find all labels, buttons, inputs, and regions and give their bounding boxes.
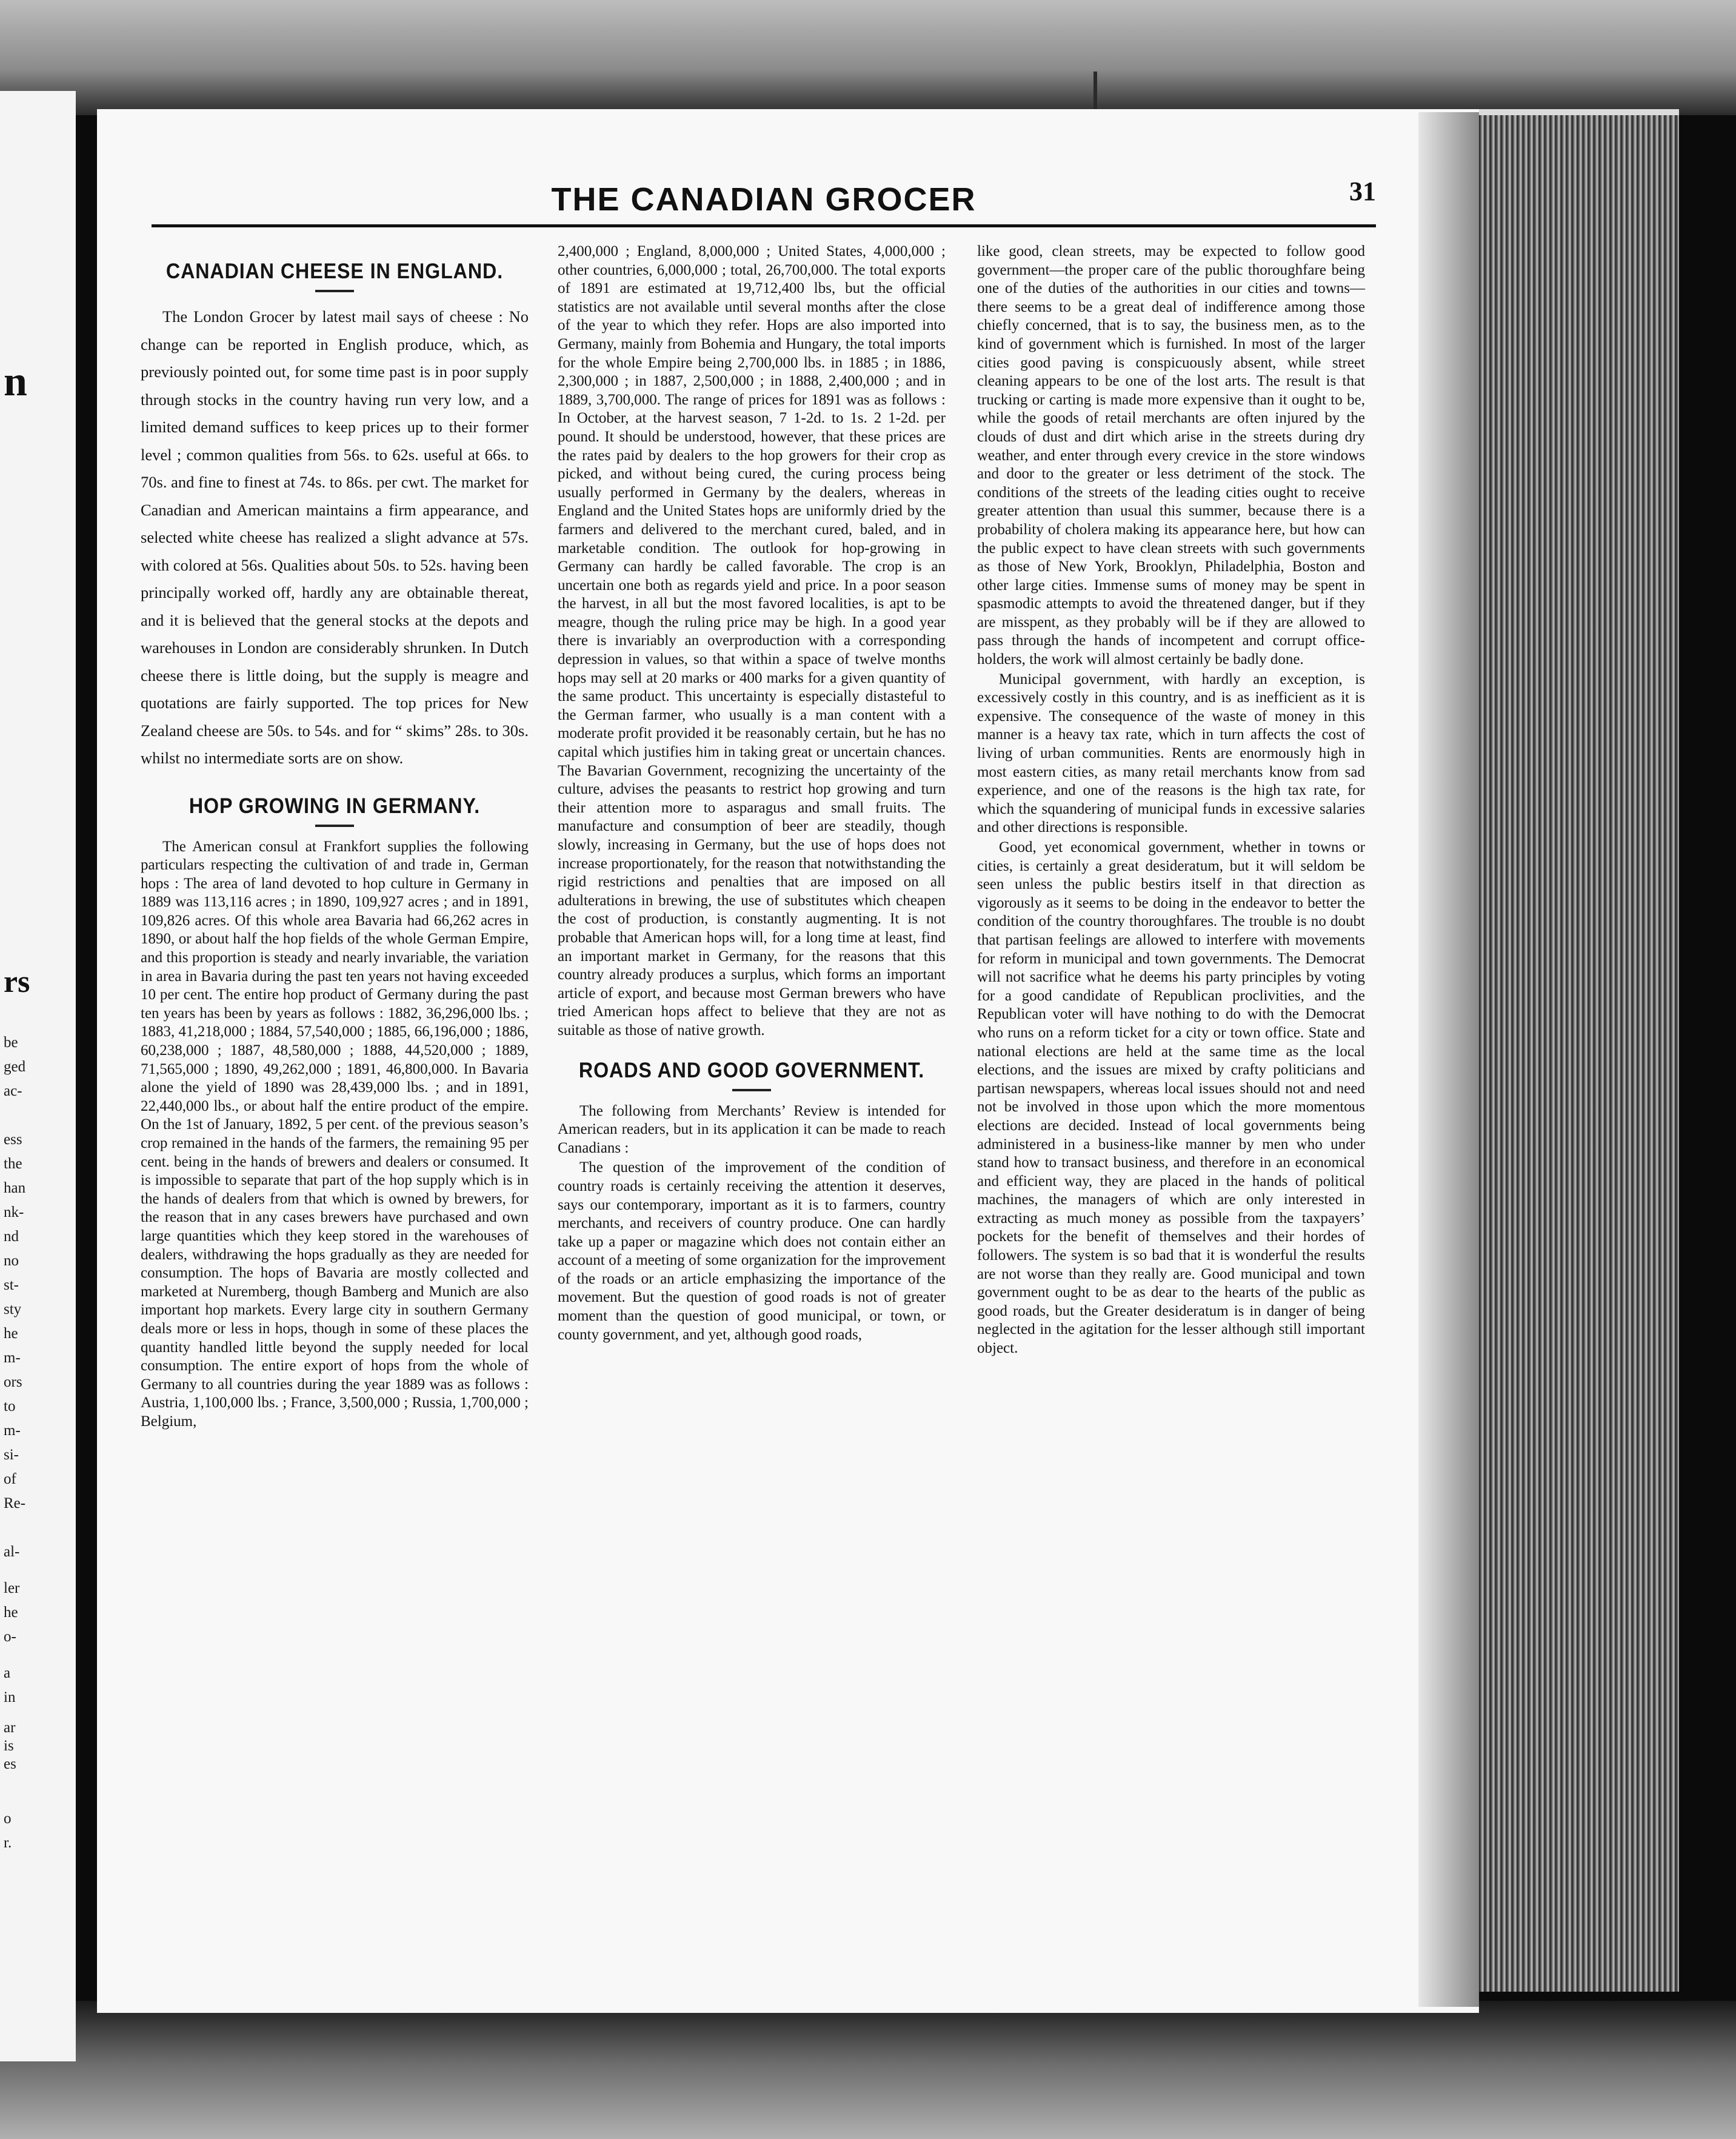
facing-page-glyph: n [4,358,27,405]
facing-page-fragment-text: ess [4,1131,22,1148]
page-header [152,176,1376,224]
facing-page-fragment-text: han [4,1180,26,1196]
heading-rule [732,1089,771,1091]
facing-page-fragment-text: sty [4,1301,22,1317]
facing-page-fragment-text: es [4,1756,16,1772]
facing-page-fragment-text: he [4,1325,18,1342]
article-roads-continued: like good, clean streets, may be expected to follow good government—the proper care of the public thoroughfare being one of the duties of the authorities in our cities and towns—there seems to be a great deal of indifference among those chiefly concerned, that is to say, the business men, as to the kind of government which is furnished. In most of the larger cities good paving is conspicuously absent, while street cleaning appears to be one of the lost arts. The result is that trucking or carting is made more expensive than it ought to be, while the goods of retail merchants are often injured by the clouds of dust and dirt which arise in the streets during dry weather, and enter through every crevice in the store windows and door to the greater or less detriment of the stock. The conditions of the streets of the leading cities ought to receive greater attention than usual this summer, because there is a probability of cholera making its appearance here, but how can the public expect to have clean streets with such governments as those of New York, Brooklyn, Philadelphia, Boston and other large cities. Immense sums of money may be spent in spasmodic attempts to avoid the threatened danger, but if they are misspent, as they probably will be if they are allowed to pass through the hands of incompetent and corrupt office-holders, the work will almost certainly be badly done. [977,243,1365,668]
facing-page-fragment-text: ler [4,1580,20,1596]
article-hops-continued: 2,400,000 ; England, 8,000,000 ; United States, 4,000,000 ; other countries, 6,000,000 ; total, 26,700,000. The total exports of 1891 are estimated at 19,712,400 lbs, but the official statistics are not available until several months after the close of the year to which they refer. Hops are also imported into Germany, mainly from Bohemia and Hungary, the total imports for the whole Empire being 2,700,000 lbs. in 1885 ; in 1886, 2,300,000 ; in 1887, 2,500,000 ; in 1888, 2,400,000 ; and in 1889, 3,700,000. The range of prices for 1891 was as follows : In October, at the harvest season, 7 1-2d. to 1s. 2 1-2d. per pound. It should be understood, however, that these prices are the rates paid by dealers to the hop growers for their crop as picked, and without being cured, the curing process being usually performed in Germany by the dealers, whereas in England and the United States hops are uniformly dried by the farmers and delivered to the merchant cured, baled, and in marketable condition. The outlook for hop-growing in Germany can hardly be called favorable. The crop is an uncertain one both as regards yield and price. In a poor season the harvest, in all but the most favored localities, is apt to be meagre, though the ruling price may be high. In a good year there is invariably an overproduction with a corresponding depression in values, so that within a space of twelve months hops may sell at 20 marks or 400 marks for a given quantity of the same product. This uncertainty is especially distasteful to the German farmer, who usually is a man content with a moderate profit provided it be reasonably certain, but he has no capital which justifies him in taking great or uncertain chances. The Bavarian Government, recognizing the uncertainty of the culture, advises the peasants to restrict hop growing and turn their attention more to asparagus and small fruits. The manufacture and consumption of beer are steadily, though slowly, increasing in Germany, but the use of hops does not increase proportionately, for the reason that notwithstanding the rigid restrictions and penalties that are imposed on all adulterations in brewing, the use of substitutes which cheapen the cost of production, is constantly augmenting. It is not probable that American hops will, for a long time at least, find an important market in Germany, for the reasons that this country already produces a surplus, which forms an important article of export, and because most German brewers who have tried American hops affect to believe that they are not as suitable as those of native growth. [558,243,946,1039]
facing-page-rs: rs [4,965,30,999]
heading-cheese: CANADIAN CHEESE IN ENGLAND. [165,259,504,283]
facing-page-fragment-text: o [4,1810,12,1827]
column-3 [977,243,1365,1359]
page-title: THE CANADIAN GROCER [551,181,977,218]
facing-page-fragment-text: r. [4,1835,12,1851]
facing-page-fragment-text: o- [4,1629,16,1645]
column-1 [141,243,529,1433]
facing-page-fragment-text: st- [4,1277,19,1293]
facing-page-fragment-text: ac- [4,1083,22,1099]
facing-page-fragment-text: in [4,1689,16,1706]
facing-page-fragment-text: a [4,1665,11,1681]
facing-page-fragment-text: ors [4,1374,22,1390]
heading-hops: HOP GROWING IN GERMANY. [189,794,481,818]
heading-rule [315,825,354,827]
facing-page-fragment-text: si- [4,1447,19,1463]
facing-page-fragment-text: of [4,1471,16,1487]
column-2 [558,243,946,1345]
facing-page-fragment-text: m- [4,1350,21,1366]
article-roads-paragraph: Municipal government, with hardly an exception, is excessively costly in this country, and is as inefficient as it is expensive. The consequence of the waste of money in this manner is a heavy tax rate, which in turn affects the cost of living of urban communities. Rents are enormously high in most eastern cities, as many retail merchants know from sad experience, and one of the reasons is the high tax rate, for which the squandering of municipal funds in excessive salaries and other directions is responsible. [977,671,1365,836]
heading-roads: ROADS AND GOOD GOVERNMENT. [578,1058,925,1082]
page-number: 31 [1349,176,1376,206]
header-rule [152,224,1376,227]
facing-page-fragment-text: m- [4,1422,21,1439]
facing-page-fragment-text: ar [4,1719,16,1736]
facing-page-fragment-text: ged [4,1059,26,1075]
facing-page-fragment-text: no [4,1253,19,1269]
article-hops-body: The American consul at Frankfort supplies the following particulars respecting the cultivation of and trade in, German hops : The area of land devoted to hop culture in Germany in 1889 was 113,116 acres ; in 1890, 109,927 acres ; and in 1891, 109,826 acres. Of this whole area Bavaria had 66,262 acres in 1890, or about half the hop fields of the whole German Empire, and this proportion is steady and nearly invariable, the variation in area in Bavaria during the past ten years not having exceeded 10 per cent. The entire hop product of Germany during the past ten years has been by years as follows : 1882, 36,296,000 lbs. ; 1883, 41,218,000 ; 1884, 57,540,000 ; 1885, 66,196,000 ; 1886, 60,238,000 ; 1887, 48,580,000 ; 1888, 44,520,000 ; 1889, 71,565,000 ; 1890, 49,262,000 ; 1891, 46,800,000. In Bavaria alone the yield of 1890 was 28,439,000 lbs. ; and in 1891, 22,440,000 lbs., or about half the entire product of the empire. On the 1st of January, 1892, 5 per cent. of the previous season’s crop remained in the hands of the farmers, the remaining 95 per cent. being in the hands of brewers and dealers or consumed. It is impossible to separate that part of the hop supply which is in the hands of dealers from that which is owned by brewers, for the reason that in any cases brewers have purchased and own large quantities which they keep stored in the warehouses of dealers, withdrawing the hops gradually as they are needed for consumption. The hops of Bavaria are mostly collected and marketed at Nuremberg, though Bamberg and Munich are also important hop markets. Every large city in southern Germany deals more or less in hops, though in some of these places the quantity handled little beyond the supply needed for local consumption. The entire export of hops from the whole of Germany to all countries during the year 1889 was as follows : Austria, 1,100,000 lbs. ; France, 3,500,000 ; Russia, 1,700,000 ; Belgium, [141,838,529,1430]
facing-page-fragment-text: be [4,1034,18,1051]
book-page-edges [1479,115,1679,1992]
facing-page-fragment-text: he [4,1604,18,1621]
scan-background-bottom [0,2001,1736,2139]
facing-page-fragment-text: nk- [4,1204,24,1220]
facing-page-fragment-text: the [4,1156,22,1172]
article-roads-body: The question of the improvement of the condition of country roads is certainly receiving the attention it deserves, says our contemporary, important as it is to farmers, country merchants, and receivers of country produce. One can hardly take up a paper or magazine which does not contain either an account of a meeting of some organization for the improvement of the roads or an article emphasizing the importance of the movement. But the question of good roads is not of greater moment than the question of good municipal, or town, or county government, and yet, although good roads, [558,1159,946,1343]
facing-page-fragment-text: Re- [4,1495,26,1511]
heading-rule [315,290,354,292]
facing-page-fragment-text: is [4,1738,14,1754]
page-curl-shade [1418,112,1479,2007]
facing-page-fragment-text: al- [4,1544,20,1560]
article-roads-paragraph: Good, yet economical government, whether in towns or cities, is certainly a great desideratum, but it will seldom be seen unless the public bestirs itself in that direction as vigorously as it seems to be doing in the endeavor to better the condition of the country thoroughfares. The trouble is no doubt that partisan feelings are allowed to interfere with movements for reform in municipal and town governments. The Democrat will not sacrifice what he deems his party principles by voting for a good candidate of Republican proclivities, and the Republican voter will have nothing to do with the Democrat who runs on a reform ticket for a city or town office. State and national elections are held at the same time as the local elections, and the issues are mixed by crafty politicians and partisan newspapers, whereas local issues should not and need not be involved in those upon which the more momentous elections are decided. Instead of local governments being administered in a business-like manner by men who under stand how to transact business, and therefore in an economical and efficient way, they are placed in the hands of political machines, the managers of which are only interested in extracting as much money as possible from the taxpayers’ pockets for the benefit of themselves and their hordes of followers. The system is so bad that it is wonderful the results are not worse than they really are. Good municipal and town government ought to be as dear to the hearts of the public as good roads, but the Greater desideratum is in danger of being neglected in the agitation for the lesser although still important object. [977,839,1365,1357]
facing-page-fragment-text: to [4,1398,16,1414]
article-roads-intro: The following from Merchants’ Review is intended for American readers, but in its application it can be made to reach Canadians : [558,1102,946,1156]
article-cheese-body: The London Grocer by latest mail says of cheese : No change can be reported in English produce, which, as previously pointed out, for some time past is in poor supply through stocks in the country having run very low, and a limited demand suffices to keep prices up to their former level ; common qualities from 56s. to 62s. useful at 66s. to 70s. and fine to finest at 74s. to 86s. per cwt. The market for Canadian and American maintains a firm appearance, and selected white cheese has realized a slight advance at 57s. with colored at 56s. Qualities about 50s. to 52s. having been principally worked off, hardly any are obtainable thereat, and it is believed that the general stocks at the depots and warehouses in London are considerably shrunken. In Dutch cheese there is little doing, but the supply is meagre and quotations are fairly supported. The top prices for New Zealand cheese are 50s. to 54s. and for “ skims” 28s. to 30s. whilst no intermediate sorts are on show. [141,307,529,767]
scan-background-top [0,0,1736,115]
facing-page-fragment [0,91,76,2061]
scan-mark [1093,72,1097,114]
facing-page-fragment-text: nd [4,1228,19,1245]
